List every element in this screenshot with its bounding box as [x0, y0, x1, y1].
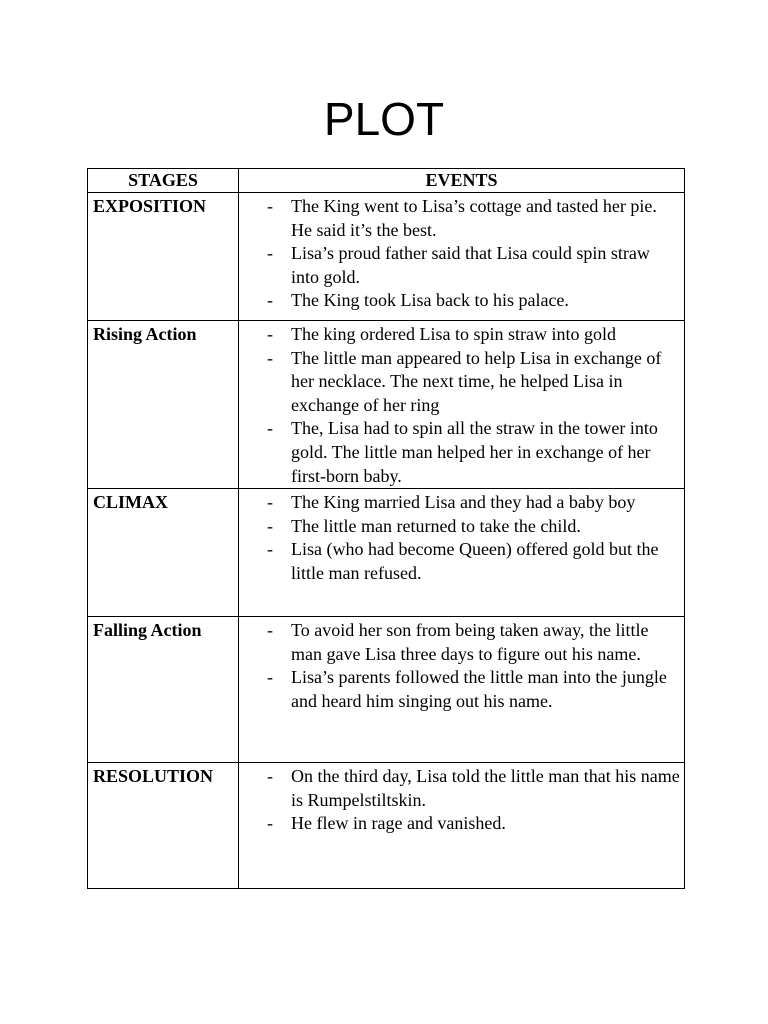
dash-bullet: - [267, 667, 273, 688]
dash-bullet: - [267, 813, 273, 834]
table-row [88, 617, 685, 763]
event-text: Lisa (who had become Queen) offered gold but the little man refused. [291, 539, 659, 583]
events-cell [239, 763, 685, 889]
list-item [239, 195, 680, 242]
list-item [239, 515, 680, 539]
stage-exposition: EXPOSITION [88, 193, 239, 321]
event-text: The, Lisa had to spin all the straw in the tower into gold. The little man helped her in exchange of her first-born baby. [291, 418, 658, 486]
header-stages: STAGES [88, 169, 239, 193]
table-row [88, 489, 685, 617]
list-item [239, 417, 680, 488]
event-text: The King went to Lisa’s cottage and tasted her pie. He said it’s the best. [291, 196, 657, 240]
event-text: He flew in rage and vanished. [291, 813, 506, 834]
list-item [239, 619, 680, 666]
stage-rising-action: Rising Action [88, 321, 239, 489]
event-text: Lisa’s proud father said that Lisa could spin straw into gold. [291, 243, 650, 287]
dash-bullet: - [267, 418, 273, 439]
stage-resolution: RESOLUTION [88, 763, 239, 889]
list-item [239, 323, 680, 347]
table-row [88, 763, 685, 889]
events-cell [239, 617, 685, 763]
dash-bullet: - [267, 515, 273, 536]
list-item [239, 491, 680, 515]
dash-bullet: - [267, 620, 273, 641]
list-item [239, 538, 680, 585]
dash-bullet: - [267, 243, 273, 264]
event-text: On the third day, Lisa told the little man that his name is Rumpelstiltskin. [291, 766, 680, 810]
list-item [239, 289, 680, 313]
dash-bullet: - [267, 539, 273, 560]
events-cell [239, 193, 685, 321]
table-header-row [88, 169, 685, 193]
dash-bullet: - [267, 766, 273, 787]
event-text: The King married Lisa and they had a baby boy [291, 492, 636, 513]
list-item [239, 812, 680, 836]
dash-bullet: - [267, 290, 273, 311]
event-text: The little man appeared to help Lisa in exchange of her necklace. The next time, he helped Lisa in exchange of her ring [291, 347, 662, 415]
event-text: To avoid her son from being taken away, the little man gave Lisa three days to figure out his name. [291, 620, 649, 664]
events-cell [239, 489, 685, 617]
stage-falling-action: Falling Action [88, 617, 239, 763]
event-text: Lisa’s parents followed the little man into the jungle and heard him singing out his name. [291, 667, 667, 711]
event-text: The little man returned to take the child. [291, 515, 581, 536]
plot-table [87, 168, 685, 889]
stage-climax: CLIMAX [88, 489, 239, 617]
list-item [239, 666, 680, 713]
dash-bullet: - [267, 492, 273, 513]
list-item [239, 765, 680, 812]
dash-bullet: - [267, 196, 273, 216]
header-events: EVENTS [239, 169, 685, 193]
list-item [239, 347, 680, 418]
page-title: PLOT [323, 93, 445, 145]
dash-bullet: - [267, 324, 273, 344]
event-text: The king ordered Lisa to spin straw into gold [291, 324, 616, 344]
events-cell [239, 321, 685, 489]
event-text: The King took Lisa back to his palace. [291, 290, 569, 311]
table-row [88, 321, 685, 489]
dash-bullet: - [267, 347, 273, 368]
table-row [88, 193, 685, 321]
list-item [239, 242, 680, 289]
